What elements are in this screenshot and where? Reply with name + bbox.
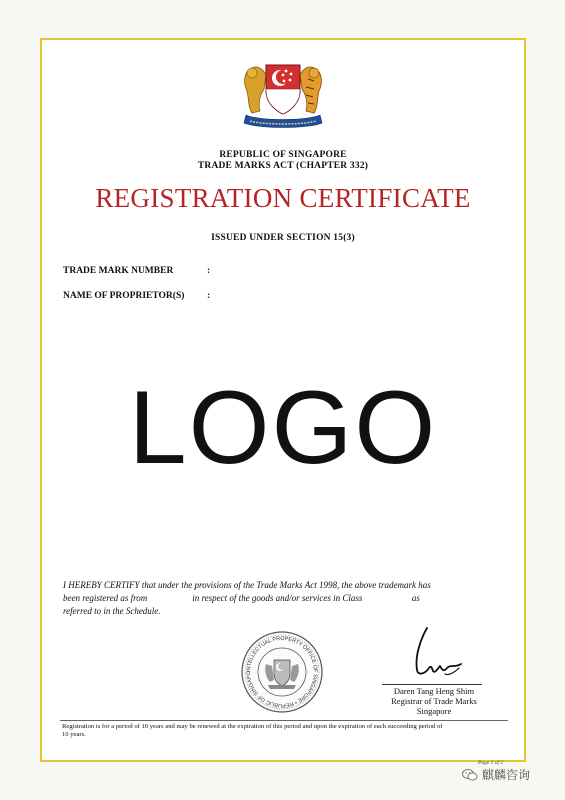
watermark xyxy=(462,766,530,783)
registrar-signature-icon xyxy=(405,624,475,682)
footer-line-2: 10 years. xyxy=(62,731,86,739)
registrar-title: Registrar of Trade Marks xyxy=(391,696,477,706)
signature-line xyxy=(382,684,482,685)
proprietor-label: NAME OF PROPRIETOR(S) xyxy=(63,291,185,301)
registrar-name: Daren Tang Heng Shim xyxy=(393,686,475,696)
registrar-country: Singapore xyxy=(416,706,452,716)
certify-line-2: been registered as from in respect of the goods and/or services in Class as xyxy=(63,593,420,603)
singapore-coat-of-arms-icon xyxy=(238,51,328,131)
watermark-text: 麒麟咨询 xyxy=(482,768,531,782)
page-number: Page 1 of 2 xyxy=(478,760,504,766)
trade-mark-number-separator: : xyxy=(207,266,211,276)
certify-line-1: I HEREBY CERTIFY that under the provisions of the Trade Marks Act 1998, the above trademark has xyxy=(63,580,431,590)
seal-text: INTELLECTUAL PROPERTY OFFICE OF SINGAPORE • REPUBLIC OF SINGAPO xyxy=(245,635,319,709)
trade-mark-number-label: TRADE MARK NUMBER xyxy=(63,266,174,276)
proprietor-separator: : xyxy=(207,291,211,301)
issued-under: ISSUED UNDER SECTION 15(3) xyxy=(211,233,355,243)
ipos-seal-icon xyxy=(240,630,324,714)
header-act: TRADE MARKS ACT (CHAPTER 332) xyxy=(197,161,369,171)
trademark-logo: LOGO xyxy=(128,370,438,486)
footer-line-1: Registration is for a period of 10 years and may be renewed at the expiration of this period and upon the expiration of each succeeding period of xyxy=(62,723,443,730)
footer-divider xyxy=(60,720,508,721)
header-republic: REPUBLIC OF SINGAPORE xyxy=(219,150,347,160)
wechat-icon xyxy=(462,768,478,782)
certify-line-3: referred to in the Schedule. xyxy=(63,606,161,616)
footer-note xyxy=(62,723,508,739)
certificate-title: REGISTRATION CERTIFICATE xyxy=(95,183,471,213)
